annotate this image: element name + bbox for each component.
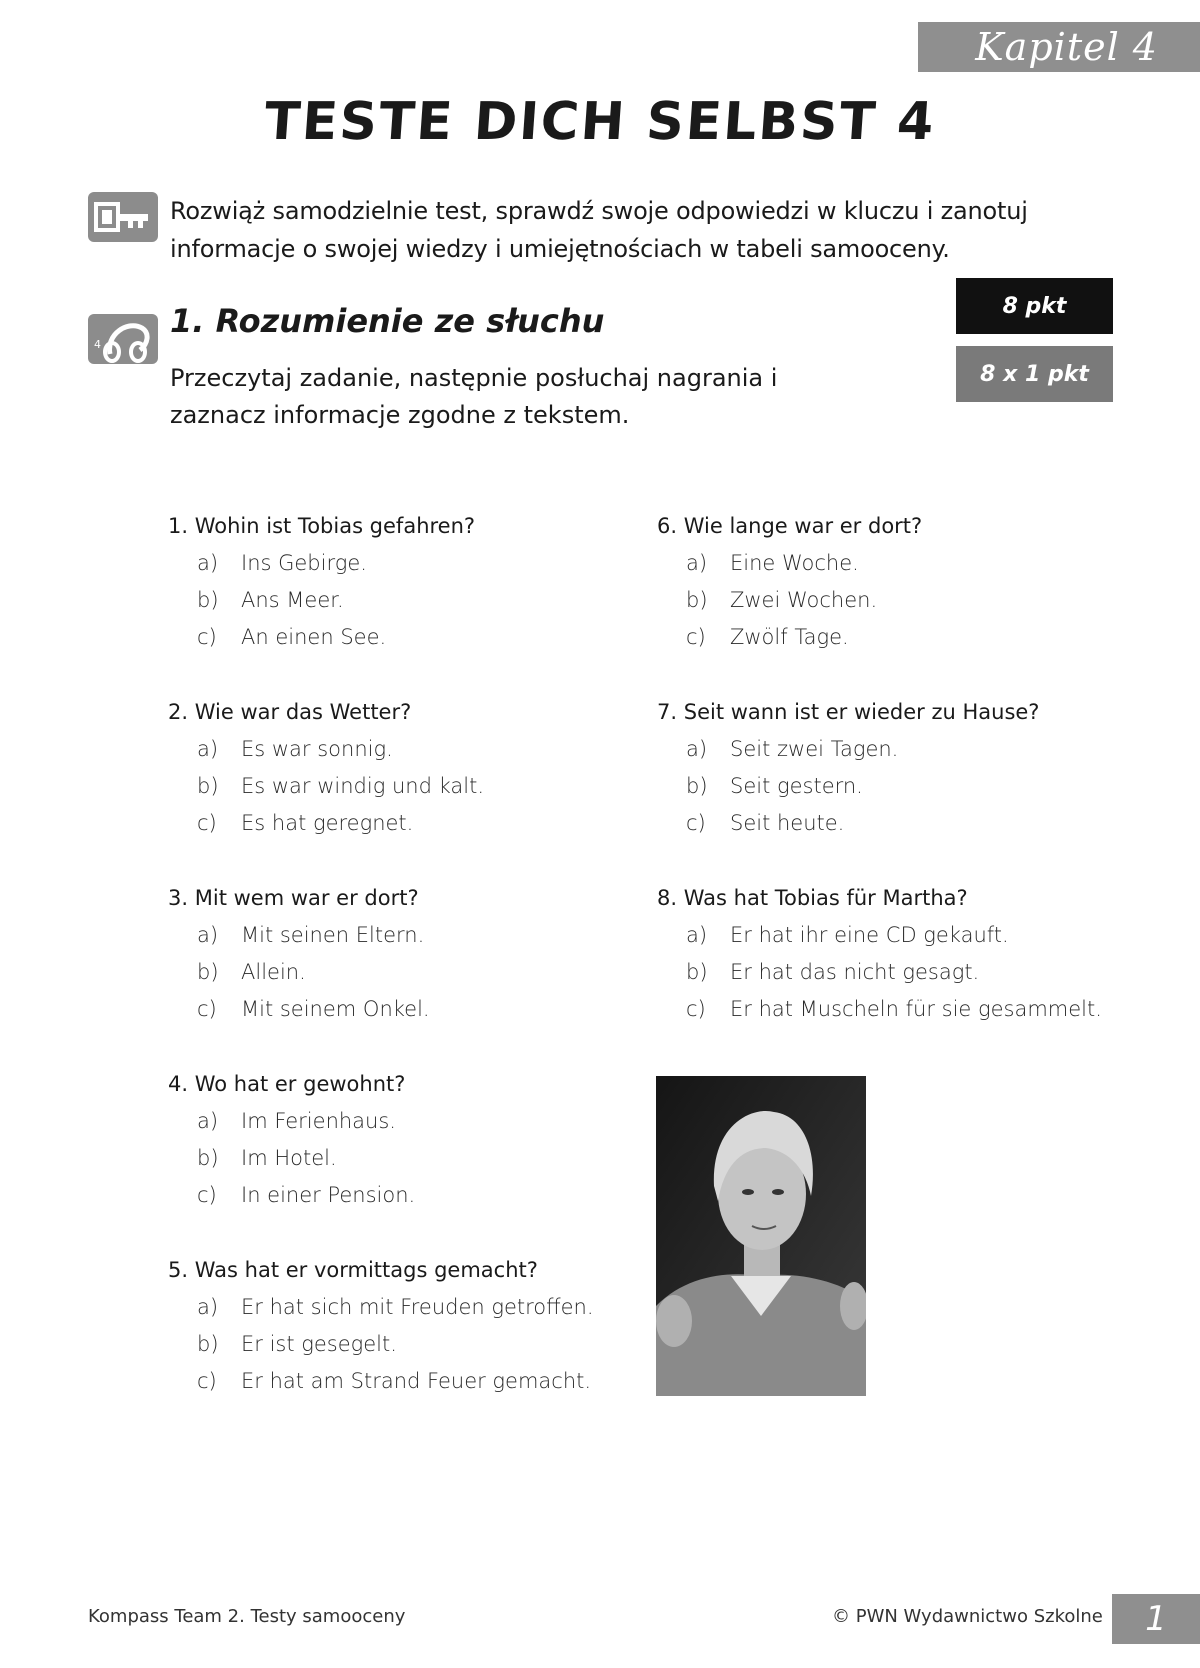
question-2	[168, 694, 638, 842]
option-text: Seit heute.	[730, 811, 845, 835]
option-letter: a)	[686, 737, 708, 761]
headphones-icon	[88, 314, 158, 364]
option-letter: b)	[197, 1332, 219, 1356]
option-text: Er hat das nicht gesagt.	[730, 960, 980, 984]
option-text: Er hat am Strand Feuer gemacht.	[241, 1369, 592, 1393]
question-label: Wo hat er gewohnt?	[194, 1072, 406, 1096]
question-text: 1. Wohin ist Tobias gefahren?	[168, 514, 476, 538]
question-number: 2	[168, 700, 182, 724]
answer-option[interactable]	[168, 1326, 638, 1363]
question-label: Wie war das Wetter?	[194, 700, 412, 724]
question-8	[657, 880, 1127, 1028]
answer-option[interactable]	[168, 1103, 638, 1140]
key-icon	[88, 192, 158, 242]
option-letter: b)	[686, 960, 708, 984]
option-letter: c)	[686, 811, 706, 835]
option-letter: c)	[197, 1183, 217, 1207]
points-each-badge: 8 x 1 pkt	[956, 346, 1113, 402]
option-text: Zwölf Tage.	[730, 625, 849, 649]
answer-option[interactable]	[657, 954, 1127, 991]
track-number: 4	[94, 338, 101, 351]
option-text: Allein.	[241, 960, 306, 984]
question-text: 5. Was hat er vormittags gemacht?	[168, 1258, 538, 1282]
question-text: 8. Was hat Tobias für Martha?	[657, 886, 968, 910]
answer-option[interactable]	[168, 954, 638, 991]
answer-option[interactable]	[168, 768, 638, 805]
question-text: 2. Wie war das Wetter?	[168, 700, 412, 724]
option-letter: b)	[686, 774, 708, 798]
question-text: 6. Wie lange war er dort?	[657, 514, 923, 538]
option-letter: a)	[197, 1295, 219, 1319]
footer-left: Kompass Team 2. Testy samooceny	[88, 1606, 406, 1627]
question-6	[657, 508, 1127, 656]
option-letter: c)	[197, 625, 217, 649]
question-label: Was hat Tobias für Martha?	[683, 886, 968, 910]
question-text: 4. Wo hat er gewohnt?	[168, 1072, 406, 1096]
answer-option[interactable]	[168, 1289, 638, 1326]
option-text: Im Ferienhaus.	[241, 1109, 396, 1133]
option-text: Im Hotel.	[241, 1146, 337, 1170]
option-text: An einen See.	[241, 625, 387, 649]
option-letter: b)	[686, 588, 708, 612]
section-title: 1. Rozumienie ze słuchu	[170, 302, 605, 340]
question-label: Mit wem war er dort?	[194, 886, 419, 910]
answer-option[interactable]	[168, 917, 638, 954]
question-number: 1	[168, 514, 182, 538]
intro-text: Rozwiąż samodzielnie test, sprawdź swoje odpowiedzi w kluczu i zanotuj informacje o swojej wiedzy i umiejętnościach w tabeli samooceny.	[170, 197, 1028, 263]
option-text: Es war sonnig.	[241, 737, 393, 761]
footer-right: © PWN Wydawnictwo Szkolne	[832, 1606, 1103, 1627]
option-letter: c)	[197, 811, 217, 835]
answer-option[interactable]	[657, 991, 1127, 1028]
answer-option[interactable]	[168, 545, 638, 582]
option-letter: a)	[197, 923, 219, 947]
answer-option[interactable]	[168, 805, 638, 842]
answer-option[interactable]	[168, 1140, 638, 1177]
option-text: Es hat geregnet.	[241, 811, 414, 835]
question-text: 3. Mit wem war er dort?	[168, 886, 419, 910]
option-text: Eine Woche.	[730, 551, 859, 575]
question-4	[168, 1066, 638, 1214]
option-text: Seit gestern.	[730, 774, 863, 798]
question-number: 5	[168, 1258, 182, 1282]
page-number: 1	[1112, 1594, 1200, 1644]
option-text: Zwei Wochen.	[730, 588, 878, 612]
question-text: 7. Seit wann ist er wieder zu Hause?	[657, 700, 1040, 724]
option-text: Ans Meer.	[241, 588, 344, 612]
question-number: 3	[168, 886, 182, 910]
option-text: Er hat ihr eine CD gekauft.	[730, 923, 1009, 947]
option-text: In einer Pension.	[241, 1183, 416, 1207]
question-number: 6	[657, 514, 671, 538]
option-letter: c)	[197, 997, 217, 1021]
page-title: TESTE DICH SELBST 4	[262, 92, 938, 152]
option-text: Es war windig und kalt.	[241, 774, 485, 798]
question-5	[168, 1252, 638, 1400]
chapter-tab	[918, 22, 1200, 72]
answer-option[interactable]	[657, 917, 1127, 954]
points-total-badge: 8 pkt	[956, 278, 1113, 334]
option-letter: c)	[197, 1369, 217, 1393]
question-label: Was hat er vormittags gemacht?	[194, 1258, 538, 1282]
question-label: Seit wann ist er wieder zu Hause?	[683, 700, 1040, 724]
question-label: Wie lange war er dort?	[683, 514, 923, 538]
option-text: Seit zwei Tagen.	[730, 737, 899, 761]
option-letter: a)	[197, 737, 219, 761]
answer-option[interactable]	[168, 1177, 638, 1214]
option-letter: b)	[197, 588, 219, 612]
section-instruction: Przeczytaj zadanie, następnie posłuchaj nagrania i zaznacz informacje zgodne z tekstem.	[170, 364, 778, 429]
portrait-photo	[656, 1076, 866, 1396]
option-text: Mit seinen Eltern.	[241, 923, 425, 947]
option-letter: c)	[686, 997, 706, 1021]
option-letter: b)	[197, 960, 219, 984]
answer-option[interactable]	[657, 619, 1127, 656]
option-text: Mit seinem Onkel.	[241, 997, 430, 1021]
question-1	[168, 508, 638, 656]
answer-option[interactable]	[657, 582, 1127, 619]
option-text: Er ist gesegelt.	[241, 1332, 397, 1356]
question-number: 8	[657, 886, 671, 910]
answer-option[interactable]	[168, 1363, 638, 1400]
option-letter: a)	[197, 1109, 219, 1133]
option-letter: b)	[197, 1146, 219, 1170]
answer-option[interactable]	[657, 805, 1127, 842]
question-number: 7	[657, 700, 671, 724]
answer-option[interactable]	[168, 619, 638, 656]
question-number: 4	[168, 1072, 182, 1096]
question-7	[657, 694, 1127, 842]
option-text: Er hat Muscheln für sie gesammelt.	[730, 997, 1102, 1021]
chapter-label: Kapitel 4	[975, 25, 1158, 69]
question-3	[168, 880, 638, 1028]
answer-option[interactable]	[657, 545, 1127, 582]
answer-option[interactable]	[657, 731, 1127, 768]
option-text: Ins Gebirge.	[241, 551, 367, 575]
option-letter: c)	[686, 625, 706, 649]
answer-option[interactable]	[168, 731, 638, 768]
answer-option[interactable]	[168, 991, 638, 1028]
option-letter: a)	[686, 551, 708, 575]
option-letter: a)	[686, 923, 708, 947]
option-text: Er hat sich mit Freuden getroffen.	[241, 1295, 594, 1319]
answer-option[interactable]	[657, 768, 1127, 805]
option-letter: a)	[197, 551, 219, 575]
option-letter: b)	[197, 774, 219, 798]
question-label: Wohin ist Tobias gefahren?	[194, 514, 476, 538]
answer-option[interactable]	[168, 582, 638, 619]
